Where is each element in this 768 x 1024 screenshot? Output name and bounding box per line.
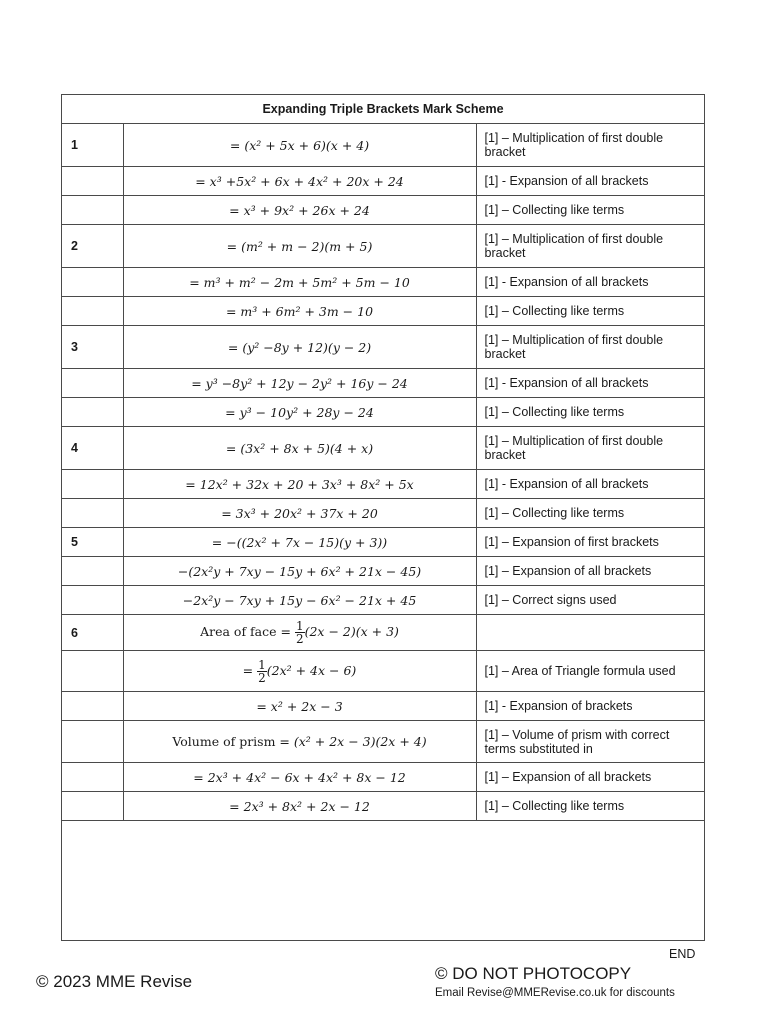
volume-label: Volume of prism = bbox=[172, 734, 294, 749]
table-row bbox=[62, 692, 704, 721]
question-number: 2 bbox=[62, 225, 123, 268]
discount-email-text: Email Revise@MMERevise.co.uk for discounts bbox=[435, 987, 675, 999]
expression-cell: = (m² + m − 2)(m + 5) bbox=[123, 225, 476, 268]
mark-cell: [1] – Collecting like terms bbox=[476, 792, 704, 821]
table-row bbox=[62, 326, 704, 369]
mark-cell: [1] - Expansion of all brackets bbox=[476, 167, 704, 196]
expression-cell: −(2x²y + 7xy − 15y + 6x² + 21x − 45) bbox=[123, 557, 476, 586]
mark-scheme-frame bbox=[61, 94, 705, 941]
question-number bbox=[62, 499, 123, 528]
face-label: Area of face = bbox=[200, 624, 295, 639]
expression-cell: = x² + 2x − 3 bbox=[123, 692, 476, 721]
expression-cell: = m³ + m² − 2m + 5m² + 5m − 10 bbox=[123, 268, 476, 297]
question-number bbox=[62, 167, 123, 196]
mark-cell: [1] - Expansion of all brackets bbox=[476, 470, 704, 499]
fraction-half: $\frac{1}{2}$ bbox=[295, 619, 304, 646]
table-row bbox=[62, 499, 704, 528]
expression-cell: = y³ −8y² + 12y − 2y² + 16y − 24 bbox=[123, 369, 476, 398]
question-number: 1 bbox=[62, 124, 123, 167]
mark-cell: [1] – Multiplication of first double bracket bbox=[476, 427, 704, 470]
table-title: Expanding Triple Brackets Mark Scheme bbox=[62, 95, 704, 124]
expression-cell: = −((2x² + 7x − 15)(y + 3)) bbox=[123, 528, 476, 557]
mark-cell: [1] – Correct signs used bbox=[476, 586, 704, 615]
expression-cell: = (x² + 5x + 6)(x + 4) bbox=[123, 124, 476, 167]
table-row bbox=[62, 557, 704, 586]
mark-cell: [1] – Collecting like terms bbox=[476, 196, 704, 225]
mark-cell: [1] – Collecting like terms bbox=[476, 398, 704, 427]
question-number bbox=[62, 586, 123, 615]
mark-cell: [1] – Expansion of all brackets bbox=[476, 557, 704, 586]
table-row bbox=[62, 196, 704, 225]
mark-cell: [1] – Expansion of first brackets bbox=[476, 528, 704, 557]
question-number: 3 bbox=[62, 326, 123, 369]
table-row bbox=[62, 124, 704, 167]
table-row bbox=[62, 470, 704, 499]
question-number: 5 bbox=[62, 528, 123, 557]
table-row bbox=[62, 615, 704, 651]
fraction-half: $\frac{1}{2}$ bbox=[258, 657, 266, 685]
mark-cell: [1] - Expansion of all brackets bbox=[476, 268, 704, 297]
question-6-block bbox=[62, 615, 704, 821]
question-number bbox=[62, 268, 123, 297]
table-row bbox=[62, 297, 704, 326]
expression-cell: = 2x³ + 4x² − 6x + 4x² + 8x − 12 bbox=[123, 763, 476, 792]
table-row bbox=[62, 268, 704, 297]
expression-cell: = m³ + 6m² + 3m − 10 bbox=[123, 297, 476, 326]
table-row bbox=[62, 763, 704, 792]
expression-cell: = 2x³ + 8x² + 2x − 12 bbox=[123, 792, 476, 821]
table-row bbox=[62, 721, 704, 763]
table-row bbox=[62, 651, 704, 692]
mark-cell: [1] – Multiplication of first double bracket bbox=[476, 225, 704, 268]
mark-cell: [1] - Expansion of brackets bbox=[476, 692, 704, 721]
mark-cell: [1] – Multiplication of first double bracket bbox=[476, 326, 704, 369]
question-number bbox=[62, 398, 123, 427]
mark-cell: [1] – Collecting like terms bbox=[476, 499, 704, 528]
table-row bbox=[62, 528, 704, 557]
expression-cell: = (3x² + 8x + 5)(4 + x) bbox=[123, 427, 476, 470]
table-row bbox=[62, 167, 704, 196]
question-number: 4 bbox=[62, 427, 123, 470]
expression-cell: = y³ − 10y² + 28y − 24 bbox=[123, 398, 476, 427]
expression-cell: = x³ +5x² + 6x + 4x² + 20x + 24 bbox=[123, 167, 476, 196]
question-number bbox=[62, 557, 123, 586]
end-label: END bbox=[669, 947, 696, 961]
mark-cell: [1] - Expansion of all brackets bbox=[476, 369, 704, 398]
expression-cell: = $\frac{1}{2}$ (2x² + 4x − 6) bbox=[123, 651, 476, 692]
mark-cell: [1] – Area of Triangle formula used bbox=[476, 651, 704, 692]
question-number: 6 bbox=[62, 615, 123, 651]
mark-cell: [1] – Multiplication of first double bracket bbox=[476, 124, 704, 167]
expression-cell: −2x²y − 7xy + 15y − 6x² − 21x + 45 bbox=[123, 586, 476, 615]
table-row bbox=[62, 792, 704, 821]
expression-cell: = 12x² + 32x + 20 + 3x³ + 8x² + 5x bbox=[123, 470, 476, 499]
expression-cell: Volume of prism = (x² + 2x − 3)(2x + 4) bbox=[123, 721, 476, 763]
question-number bbox=[62, 470, 123, 499]
mark-scheme-table bbox=[62, 95, 704, 821]
expression-cell: = x³ + 9x² + 26x + 24 bbox=[123, 196, 476, 225]
question-number bbox=[62, 196, 123, 225]
table-row bbox=[62, 427, 704, 470]
copyright-text: © 2023 MME Revise bbox=[36, 972, 193, 991]
expression-cell: = (y² −8y + 12)(y − 2) bbox=[123, 326, 476, 369]
expression-cell: = 3x³ + 20x² + 37x + 20 bbox=[123, 499, 476, 528]
mark-cell: [1] – Expansion of all brackets bbox=[476, 763, 704, 792]
table-row bbox=[62, 369, 704, 398]
question-number bbox=[62, 297, 123, 326]
mark-cell: [1] – Volume of prism with correct terms substituted in bbox=[476, 721, 704, 763]
question-number bbox=[62, 369, 123, 398]
table-row bbox=[62, 586, 704, 615]
table-row bbox=[62, 225, 704, 268]
no-photocopy-notice: © DO NOT PHOTOCOPY bbox=[435, 964, 632, 983]
mark-cell: [1] – Collecting like terms bbox=[476, 297, 704, 326]
expression-cell: Area of face = $\frac{1}{2}$ (2x − 2)(x + 3) bbox=[123, 615, 476, 651]
table-row bbox=[62, 398, 704, 427]
mark-cell bbox=[476, 615, 704, 651]
